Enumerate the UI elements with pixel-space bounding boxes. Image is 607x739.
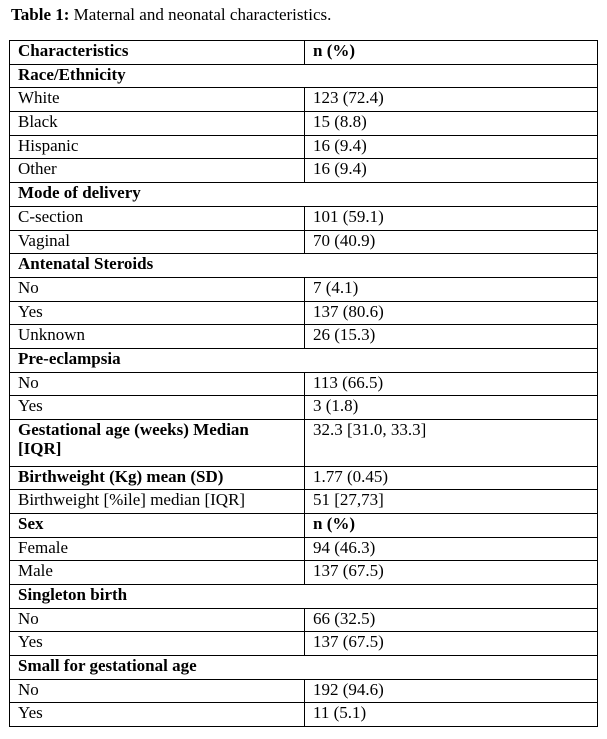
value-cell: 123 (72.4) xyxy=(305,88,598,112)
value-cell: 70 (40.9) xyxy=(305,230,598,254)
value-cell: 26 (15.3) xyxy=(305,325,598,349)
characteristic-cell: Sex xyxy=(10,513,305,537)
table-body xyxy=(10,41,598,727)
characteristic-cell: Birthweight [%ile] median [IQR] xyxy=(10,490,305,514)
value-cell: 137 (80.6) xyxy=(305,301,598,325)
section-header-row xyxy=(10,656,598,680)
characteristic-cell: No xyxy=(10,277,305,301)
value-cell: 15 (8.8) xyxy=(305,112,598,136)
section-header-row xyxy=(10,348,598,372)
characteristic-cell: Yes xyxy=(10,703,305,727)
characteristic-cell: Hispanic xyxy=(10,135,305,159)
value-cell: 137 (67.5) xyxy=(305,561,598,585)
characteristic-cell: No xyxy=(10,608,305,632)
value-cell: n (%) xyxy=(305,513,598,537)
section-header-row xyxy=(10,254,598,278)
table-caption-label: Table 1: xyxy=(11,5,70,24)
characteristic-cell: Black xyxy=(10,112,305,136)
characteristic-cell: Characteristics xyxy=(10,41,305,65)
table-row xyxy=(10,466,598,490)
table-row xyxy=(10,632,598,656)
characteristic-cell: No xyxy=(10,372,305,396)
characteristic-cell: White xyxy=(10,88,305,112)
section-header-row xyxy=(10,585,598,609)
characteristic-cell: Yes xyxy=(10,396,305,420)
characteristic-cell: Female xyxy=(10,537,305,561)
table-row xyxy=(10,561,598,585)
table-row xyxy=(10,159,598,183)
table-row xyxy=(10,372,598,396)
characteristic-cell: No xyxy=(10,679,305,703)
characteristic-cell: Unknown xyxy=(10,325,305,349)
table-row xyxy=(10,277,598,301)
value-cell: 16 (9.4) xyxy=(305,135,598,159)
table-row xyxy=(10,325,598,349)
value-cell: 51 [27,73] xyxy=(305,490,598,514)
characteristic-cell: Mode of delivery xyxy=(10,183,598,207)
table-row xyxy=(10,513,598,537)
table-row xyxy=(10,88,598,112)
value-cell: 16 (9.4) xyxy=(305,159,598,183)
table-row xyxy=(10,490,598,514)
table-row xyxy=(10,301,598,325)
characteristic-cell: Male xyxy=(10,561,305,585)
section-header-row xyxy=(10,183,598,207)
header-row xyxy=(10,41,598,65)
value-cell: n (%) xyxy=(305,41,598,65)
value-cell: 1.77 (0.45) xyxy=(305,466,598,490)
characteristic-cell: Race/Ethnicity xyxy=(10,64,598,88)
table-row xyxy=(10,537,598,561)
value-cell: 7 (4.1) xyxy=(305,277,598,301)
value-cell: 94 (46.3) xyxy=(305,537,598,561)
value-cell: 3 (1.8) xyxy=(305,396,598,420)
characteristic-cell: Yes xyxy=(10,632,305,656)
characteristics-table xyxy=(9,40,598,727)
characteristic-cell: Yes xyxy=(10,301,305,325)
characteristic-cell: Small for gestational age xyxy=(10,656,598,680)
section-header-row xyxy=(10,64,598,88)
characteristic-cell: Vaginal xyxy=(10,230,305,254)
value-cell: 192 (94.6) xyxy=(305,679,598,703)
characteristic-cell: Birthweight (Kg) mean (SD) xyxy=(10,466,305,490)
characteristic-cell: Pre-eclampsia xyxy=(10,348,598,372)
table-row xyxy=(10,396,598,420)
table-row xyxy=(10,420,598,467)
characteristic-cell: Singleton birth xyxy=(10,585,598,609)
table-caption-text: Maternal and neonatal characteristics. xyxy=(73,5,332,24)
value-cell: 113 (66.5) xyxy=(305,372,598,396)
characteristic-cell: C-section xyxy=(10,206,305,230)
table-row xyxy=(10,230,598,254)
table-row xyxy=(10,679,598,703)
characteristic-cell: Gestational age (weeks) Median [IQR] xyxy=(10,420,305,467)
value-cell: 66 (32.5) xyxy=(305,608,598,632)
value-cell: 11 (5.1) xyxy=(305,703,598,727)
table-row xyxy=(10,135,598,159)
value-cell: 101 (59.1) xyxy=(305,206,598,230)
table-row xyxy=(10,703,598,727)
table-caption xyxy=(11,5,331,25)
table-row xyxy=(10,112,598,136)
table-row xyxy=(10,206,598,230)
table-row xyxy=(10,608,598,632)
characteristic-cell: Other xyxy=(10,159,305,183)
value-cell: 32.3 [31.0, 33.3] xyxy=(305,420,598,467)
value-cell: 137 (67.5) xyxy=(305,632,598,656)
characteristic-cell: Antenatal Steroids xyxy=(10,254,598,278)
